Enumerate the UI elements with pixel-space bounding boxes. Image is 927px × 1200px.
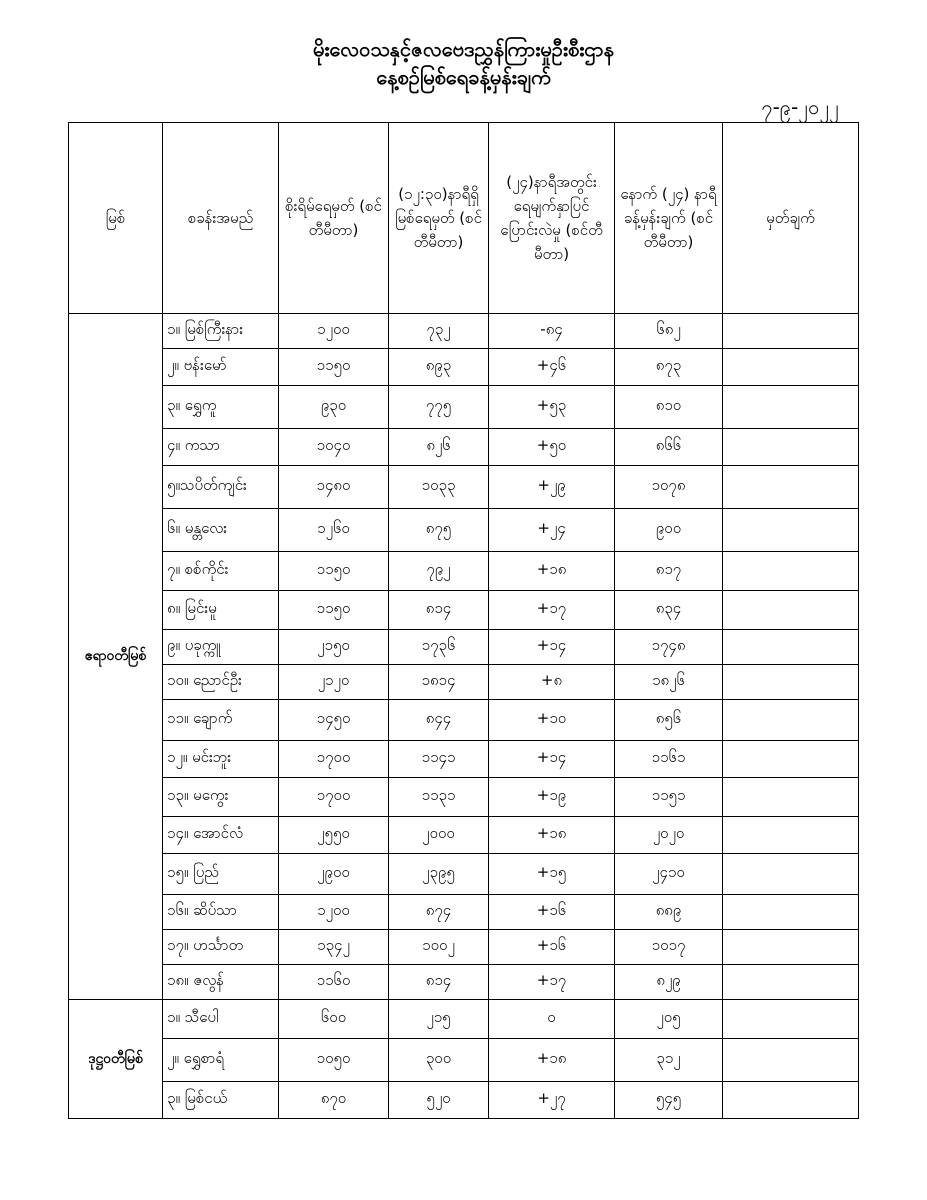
danger-level-cell: ၂၁၅၀ xyxy=(279,630,389,665)
forecast-cell: ၁၁၅၁ xyxy=(615,778,723,817)
table-row xyxy=(69,466,859,509)
station-name-cell: ၂။ ဗန်းမော် xyxy=(163,349,279,386)
column-header-remark: မှတ်ချက် xyxy=(723,123,859,314)
remark-cell xyxy=(723,817,859,854)
change-cell: +၁၇ xyxy=(489,965,615,1000)
water-level-cell: ၁၈၁၄ xyxy=(389,665,489,700)
table-row xyxy=(69,817,859,854)
station-name-cell: ၃။ မြစ်ငယ် xyxy=(163,1082,279,1119)
danger-level-cell: ၁၇၀၀ xyxy=(279,778,389,817)
danger-level-cell: ၂၁၂၀ xyxy=(279,665,389,700)
station-name-cell: ၁၃။ မကွေး xyxy=(163,778,279,817)
header-row xyxy=(69,123,859,314)
table-row xyxy=(69,630,859,665)
change-cell: +၁၀ xyxy=(489,700,615,741)
water-level-cell: ၇၇၅ xyxy=(389,386,489,429)
remark-cell xyxy=(723,965,859,1000)
station-name-cell: ၅။သပိတ်ကျင်း xyxy=(163,466,279,509)
water-level-cell: ၈၇၅ xyxy=(389,509,489,552)
change-cell: +၂၇ xyxy=(489,1082,615,1119)
station-name-cell: ၉။ ပခုက္ကူ xyxy=(163,630,279,665)
forecast-cell: ၈၁၇ xyxy=(615,552,723,591)
water-level-cell: ၈၁၄ xyxy=(389,591,489,630)
water-level-cell: ၂၃၉၅ xyxy=(389,854,489,895)
table-row xyxy=(69,429,859,466)
station-name-cell: ၁၂။ မင်းဘူး xyxy=(163,741,279,778)
change-cell: +၁၈ xyxy=(489,1039,615,1082)
remark-cell xyxy=(723,1039,859,1082)
station-name-cell: ၆။ မန္တလေး xyxy=(163,509,279,552)
change-cell: +၂၉ xyxy=(489,466,615,509)
remark-cell xyxy=(723,386,859,429)
water-level-cell: ၂၁၅ xyxy=(389,1000,489,1039)
forecast-cell: ၈၈၉ xyxy=(615,895,723,930)
forecast-cell: ၈၇၃ xyxy=(615,349,723,386)
forecast-cell: ၈၂၉ xyxy=(615,965,723,1000)
remark-cell xyxy=(723,930,859,965)
column-header-river: မြစ် xyxy=(69,123,163,314)
remark-cell xyxy=(723,665,859,700)
station-name-cell: ၁။ သီပေါ xyxy=(163,1000,279,1039)
danger-level-cell: ၆၀၀ xyxy=(279,1000,389,1039)
forecast-cell: ၁၇၄၈ xyxy=(615,630,723,665)
change-cell: +၁၈ xyxy=(489,552,615,591)
danger-level-cell: ၂၅၅၀ xyxy=(279,817,389,854)
change-cell: +၁၇ xyxy=(489,591,615,630)
remark-cell xyxy=(723,1000,859,1039)
forecast-cell: ၂၄၁၀ xyxy=(615,854,723,895)
column-header-forecast: နောက် (၂၄) နာရီ ခန့်မှန်းချက် (စင်တီမီတာ) xyxy=(615,123,723,314)
danger-level-cell: ၁၂၀၀ xyxy=(279,314,389,349)
station-name-cell: ၁၄။ အောင်လံ xyxy=(163,817,279,854)
remark-cell xyxy=(723,552,859,591)
water-level-cell: ၈၂၆ xyxy=(389,429,489,466)
station-name-cell: ၁၇။ ဟင်္သာတ xyxy=(163,930,279,965)
water-level-cell: ၅၂၀ xyxy=(389,1082,489,1119)
station-name-cell: ၃။ ရွှေကူ xyxy=(163,386,279,429)
change-cell: +၁၆ xyxy=(489,895,615,930)
danger-level-cell: ၁၀၄၀ xyxy=(279,429,389,466)
table-row xyxy=(69,665,859,700)
table-row xyxy=(69,854,859,895)
water-level-cell: ၃၀၀ xyxy=(389,1039,489,1082)
table-row xyxy=(69,386,859,429)
danger-level-cell: ၂၉၀၀ xyxy=(279,854,389,895)
remark-cell xyxy=(723,778,859,817)
remark-cell xyxy=(723,429,859,466)
change-cell: -၈၄ xyxy=(489,314,615,349)
page-title: မိုးလေဝသနှင့်ဇလဗေဒညွှန်ကြားမှုဦးစီးဌာန xyxy=(313,37,614,61)
danger-level-cell: ၁၁၅၀ xyxy=(279,349,389,386)
column-header-water-level: (၁၂:၃၀)နာရီရှိ မြစ်ရေမှတ် (စင်တီမီတာ) xyxy=(389,123,489,314)
forecast-cell: ၆၈၂ xyxy=(615,314,723,349)
remark-cell xyxy=(723,314,859,349)
danger-level-cell: ၉၃၀ xyxy=(279,386,389,429)
water-level-cell: ၈၇၄ xyxy=(389,895,489,930)
remark-cell xyxy=(723,854,859,895)
remark-cell xyxy=(723,741,859,778)
danger-level-cell: ၈၇၀ xyxy=(279,1082,389,1119)
station-name-cell: ၄။ ကသာ xyxy=(163,429,279,466)
station-name-cell: ၂။ ရွှေစာရံ xyxy=(163,1039,279,1082)
change-cell: +၁၄ xyxy=(489,630,615,665)
remark-cell xyxy=(723,895,859,930)
water-level-cell: ၈၉၃ xyxy=(389,349,489,386)
table-row xyxy=(69,965,859,1000)
water-level-cell: ၁၇၃၆ xyxy=(389,630,489,665)
station-name-cell: ၁၀။ ညောင်ဦး xyxy=(163,665,279,700)
forecast-cell: ၁၀၇၈ xyxy=(615,466,723,509)
remark-cell xyxy=(723,630,859,665)
station-name-cell: ၈။ မြင်းမူ xyxy=(163,591,279,630)
remark-cell xyxy=(723,466,859,509)
table-row xyxy=(69,591,859,630)
station-name-cell: ၁၆။ ဆိပ်သာ xyxy=(163,895,279,930)
remark-cell xyxy=(723,700,859,741)
column-header-station: စခန်းအမည် xyxy=(163,123,279,314)
table-row xyxy=(69,1039,859,1082)
danger-level-cell: ၁၁၅၀ xyxy=(279,591,389,630)
station-name-cell: ၁။ မြစ်ကြီးနား xyxy=(163,314,279,349)
table-row xyxy=(69,314,859,349)
table-row xyxy=(69,1000,859,1039)
table-row xyxy=(69,930,859,965)
change-cell: +၄၆ xyxy=(489,349,615,386)
river-forecast-table xyxy=(68,122,859,1119)
forecast-cell: ၈၅၆ xyxy=(615,700,723,741)
table-row xyxy=(69,895,859,930)
water-level-cell: ၁၁၄၁ xyxy=(389,741,489,778)
report-date: ၇-၉-၂၀၂၂ xyxy=(761,95,839,119)
water-level-cell: ၁၀၃၃ xyxy=(389,466,489,509)
change-cell: +၅၀ xyxy=(489,429,615,466)
station-name-cell: ၁၅။ ပြည် xyxy=(163,854,279,895)
change-cell: +၈ xyxy=(489,665,615,700)
change-cell: +၁၈ xyxy=(489,817,615,854)
remark-cell xyxy=(723,509,859,552)
forecast-cell: ၁၈၂၆ xyxy=(615,665,723,700)
water-level-cell: ၂၀၀၀ xyxy=(389,817,489,854)
danger-level-cell: ၁၃၄၂ xyxy=(279,930,389,965)
water-level-cell: ၁၀၀၂ xyxy=(389,930,489,965)
forecast-cell: ၈၁၀ xyxy=(615,386,723,429)
danger-level-cell: ၁၇၀၀ xyxy=(279,741,389,778)
danger-level-cell: ၁၁၆၀ xyxy=(279,965,389,1000)
table-row xyxy=(69,778,859,817)
table-row xyxy=(69,349,859,386)
change-cell: +၁၄ xyxy=(489,741,615,778)
remark-cell xyxy=(723,591,859,630)
change-cell: ၀ xyxy=(489,1000,615,1039)
danger-level-cell: ၁၁၅၀ xyxy=(279,552,389,591)
change-cell: +၁၅ xyxy=(489,854,615,895)
forecast-cell: ၈၆၆ xyxy=(615,429,723,466)
forecast-cell: ၈၃၄ xyxy=(615,591,723,630)
table-row xyxy=(69,700,859,741)
remark-cell xyxy=(723,1082,859,1119)
danger-level-cell: ၁၀၅၀ xyxy=(279,1039,389,1082)
water-level-cell: ၁၁၃၁ xyxy=(389,778,489,817)
station-name-cell: ၁၈။ ဇလွန် xyxy=(163,965,279,1000)
table-row xyxy=(69,509,859,552)
column-header-danger-level: စိုးရိမ်ရေမှတ် (စင်တီမီတာ) xyxy=(279,123,389,314)
forecast-cell: ၂၀၂၀ xyxy=(615,817,723,854)
forecast-cell: ၃၁၂ xyxy=(615,1039,723,1082)
change-cell: +၁၆ xyxy=(489,930,615,965)
forecast-cell: ၂၀၅ xyxy=(615,1000,723,1039)
danger-level-cell: ၁၂၆၀ xyxy=(279,509,389,552)
table-row xyxy=(69,552,859,591)
forecast-cell: ၅၄၅ xyxy=(615,1082,723,1119)
water-level-cell: ၈၄၄ xyxy=(389,700,489,741)
danger-level-cell: ၁၂၀၀ xyxy=(279,895,389,930)
danger-level-cell: ၁၄၈၀ xyxy=(279,466,389,509)
table-body xyxy=(69,314,859,1119)
table-row xyxy=(69,1082,859,1119)
column-header-change: (၂၄)နာရီအတွင်း ရေမျက်နှာပြင် ပြောင်းလဲမှု (စင်တီမီတာ) xyxy=(489,123,615,314)
remark-cell xyxy=(723,349,859,386)
forecast-cell: ၁၁၆၁ xyxy=(615,741,723,778)
station-name-cell: ၇။ စစ်ကိုင်း xyxy=(163,552,279,591)
river-name-cell: ဧရာဝတီမြစ် xyxy=(69,314,163,1000)
change-cell: +၅၃ xyxy=(489,386,615,429)
river-name-cell: ဒုဋ္ဌဝတီမြစ် xyxy=(69,1000,163,1119)
station-name-cell: ၁၁။ ချောက် xyxy=(163,700,279,741)
page-subtitle: နေ့စဉ်မြစ်ရေခန့်မှန်းချက် xyxy=(376,65,551,89)
water-level-cell: ၇၃၂ xyxy=(389,314,489,349)
water-level-cell: ၇၉၂ xyxy=(389,552,489,591)
change-cell: +၂၄ xyxy=(489,509,615,552)
forecast-cell: ၁၀၁၇ xyxy=(615,930,723,965)
water-level-cell: ၈၁၄ xyxy=(389,965,489,1000)
table-row xyxy=(69,741,859,778)
forecast-cell: ၉၀၀ xyxy=(615,509,723,552)
change-cell: +၁၉ xyxy=(489,778,615,817)
danger-level-cell: ၁၄၅၀ xyxy=(279,700,389,741)
